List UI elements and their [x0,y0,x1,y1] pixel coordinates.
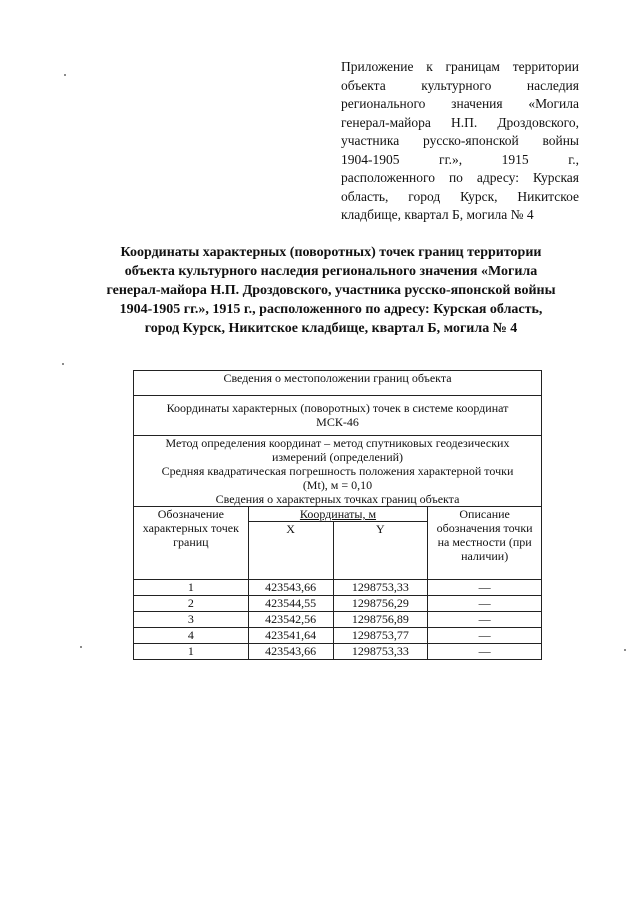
method-line: измерений (определений) [271,450,404,464]
table-row [134,580,542,596]
annex-line: объекта культурного наследия [341,77,579,93]
coordinate-system-name: МСК-46 [316,415,359,429]
info-title: Сведения о местоположении границ объекта [223,371,452,385]
x-value: 423541,64 [248,628,333,644]
annex-line: область, город Курск, Никитское [341,188,579,204]
annex-line: расположенного по адресу: Курская [341,170,579,185]
title-line: город Курск, Никитское кладбище, квартал Б, могила № 4 [144,321,518,336]
table-row [134,628,542,644]
title-line: 1904-1905 гг.», 1915 г., расположенного по адресу: Курская область, [119,302,543,317]
annex-line: Приложение к границам территории [341,59,579,74]
header-x: X [248,522,333,580]
y-value: 1298756,89 [333,612,428,628]
point-number: 1 [134,644,249,660]
x-value: 423543,66 [248,644,333,660]
table-row [134,612,542,628]
coordinate-system-cell [134,396,542,436]
y-value: 1298756,29 [333,596,428,612]
coordinates-table [133,370,542,660]
x-value: 423543,66 [248,580,333,596]
table-row [134,644,542,660]
annex-line: генерал-майора Н.П. Дроздовского, [341,114,579,130]
y-value: 1298753,33 [333,644,428,660]
title-line: объекта культурного наследия регионального значения «Могила [124,264,538,279]
document-title [88,243,574,338]
header-coordinates [248,507,428,522]
method-cell [134,436,542,507]
header-description: Описание обозначения точки на местности (при наличии) [428,507,542,580]
point-number: 1 [134,580,249,596]
y-value: 1298753,33 [333,580,428,596]
scan-speck [80,646,82,648]
description-value: — [428,596,542,612]
annex-line: регионального значения «Могила [341,96,579,111]
scan-speck [64,74,66,76]
description-value: — [428,628,542,644]
header-coordinates-label: Координаты, м [299,507,377,521]
description-value: — [428,612,542,628]
method-line: Метод определения координат – метод спутниковых геодезических [165,436,510,450]
scan-speck [62,363,64,365]
table-row [134,596,542,612]
accuracy-line: (Mt), м = 0,10 [302,478,373,492]
coordinate-system-line: Координаты характерных (поворотных) точек в системе координат [166,401,509,415]
title-line: Координаты характерных (поворотных) точек границ территории [120,245,542,260]
x-value: 423542,56 [248,612,333,628]
points-title: Сведения о характерных точках границ объекта [215,492,460,506]
annex-line: кладбище, квартал Б, могила № 4 [341,207,534,222]
y-value: 1298753,77 [333,628,428,644]
x-value: 423544,55 [248,596,333,612]
header-designation: Обозначение характерных точек границ [134,507,249,580]
scan-speck [624,649,626,651]
point-number: 2 [134,596,249,612]
annex-line: участника русско-японской войны [341,133,579,148]
info-title-cell [134,371,542,396]
accuracy-line: Средняя квадратическая погрешность положения характерной точки [161,464,514,478]
description-value: — [428,580,542,596]
description-value: — [428,644,542,660]
annex-line: 1904-1905 гг.», 1915 г., [341,151,579,167]
point-number: 3 [134,612,249,628]
annex-note [341,58,579,225]
point-number: 4 [134,628,249,644]
title-line: генерал-майора Н.П. Дроздовского, участника русско-японской войны [106,283,556,298]
header-y: Y [333,522,428,580]
